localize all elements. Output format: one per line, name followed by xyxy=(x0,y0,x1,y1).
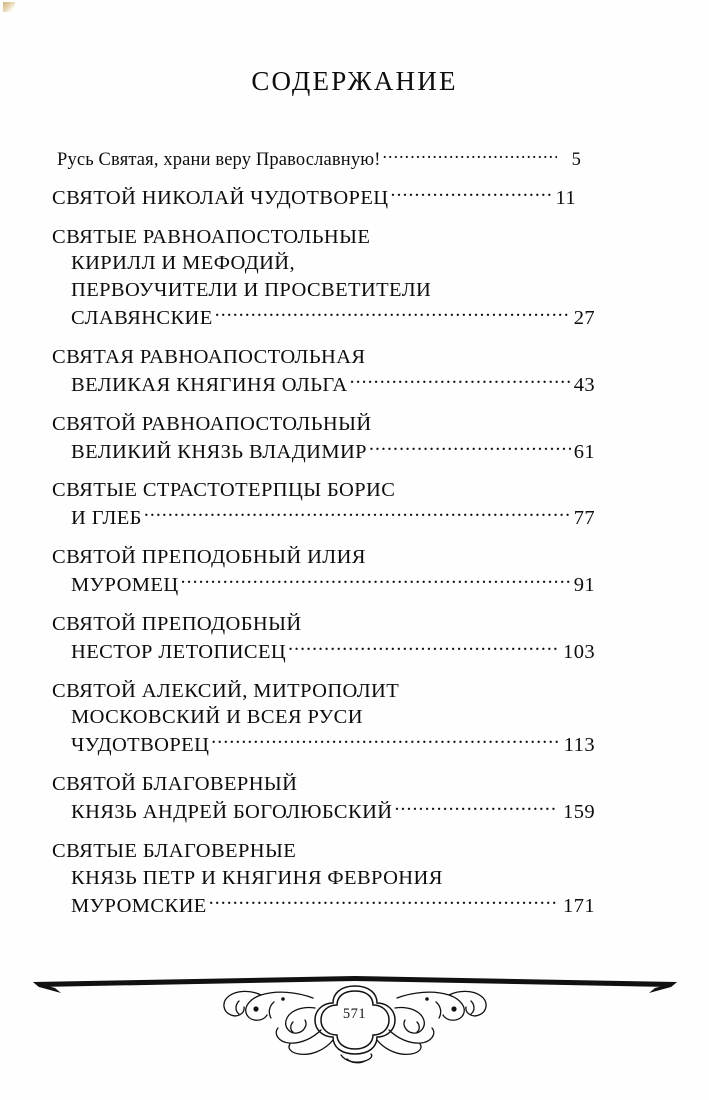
toc-page-number: 61 xyxy=(573,440,595,463)
dot-leader xyxy=(350,370,571,391)
toc-entry-title: ВЕЛИКАЯ КНЯГИНЯ ОЛЬГА xyxy=(71,373,348,396)
toc-entry-title: МУРОМЕЦ xyxy=(71,574,179,597)
toc-entry-title: СВЯТОЙ АЛЕКСИЙ, МИТРОПОЛИТ xyxy=(52,679,400,702)
toc-entry[interactable] xyxy=(52,224,595,332)
toc-entry-title: СВЯТОЙ ПРЕПОДОБНЫЙ ИЛИЯ xyxy=(52,546,366,569)
toc-entry-title: НЕСТОР ЛЕТОПИСЕЦ xyxy=(71,641,287,664)
toc-entry-line xyxy=(52,411,576,438)
dot-leader xyxy=(209,891,557,912)
toc-entry[interactable] xyxy=(52,146,581,172)
toc-entry-title: СВЯТОЙ НИКОЛАЙ ЧУДОТВОРЕЦ xyxy=(52,187,389,210)
toc-entry-line xyxy=(52,184,576,212)
toc-entry-line xyxy=(52,678,576,705)
toc-page-number: 91 xyxy=(573,574,595,597)
scan-artifact xyxy=(3,2,15,12)
dot-leader xyxy=(383,146,557,165)
toc-entry[interactable] xyxy=(52,838,595,919)
toc-entry-title: Русь Святая, храни веру Православную! xyxy=(57,149,381,170)
dot-leader xyxy=(369,437,571,458)
toc-entry-title: КНЯЗЬ ПЕТР И КНЯГИНЯ ФЕВРОНИЯ xyxy=(71,866,443,889)
toc-entry-line xyxy=(52,611,576,638)
toc-entry-title: КИРИЛЛ И МЕФОДИЙ, xyxy=(71,252,296,275)
toc-entry-line xyxy=(52,544,576,571)
toc-entry-line xyxy=(52,304,595,332)
folio-page-number: 571 xyxy=(342,1006,367,1022)
toc-entry[interactable] xyxy=(52,184,576,212)
dot-leader xyxy=(390,184,552,205)
toc-entry-line xyxy=(52,370,595,398)
toc-entry-title: КНЯЗЬ АНДРЕЙ БОГОЛЮБСКИЙ xyxy=(71,801,393,824)
toc-entry-line xyxy=(52,771,576,798)
toc-page-number: 27 xyxy=(573,307,595,330)
toc-entry-title: СВЯТОЙ РАВНОАПОСТОЛЬНЫЙ xyxy=(52,412,372,435)
toc-entry-title: СВЯТЫЕ РАВНОАПОСТОЛЬНЫЕ xyxy=(52,225,371,248)
toc-entry-line xyxy=(52,277,595,304)
dot-leader xyxy=(144,504,571,525)
toc-entry-line xyxy=(52,865,595,892)
toc-entry-line xyxy=(52,437,595,465)
toc-entry-line xyxy=(52,638,595,666)
page-title: СОДЕРЖАНИЕ xyxy=(251,66,458,97)
toc-entry-title: И ГЛЕБ xyxy=(71,507,142,530)
toc-entry-title: ВЕЛИКИЙ КНЯЗЬ ВЛАДИМИР xyxy=(71,440,367,463)
toc-entry-title: СВЯТЫЕ БЛАГОВЕРНЫЕ xyxy=(52,839,297,862)
toc-entry-title: СВЯТОЙ БЛАГОВЕРНЫЙ xyxy=(52,773,298,796)
toc-entry-title: МУРОМСКИЕ xyxy=(71,894,207,917)
toc-entry-title: СВЯТАЯ РАВНОАПОСТОЛЬНАЯ xyxy=(52,345,366,368)
table-of-contents-list xyxy=(52,146,595,931)
toc-page-number: 77 xyxy=(573,507,595,530)
toc-entry[interactable] xyxy=(52,544,595,599)
toc-page-number: 113 xyxy=(563,734,595,757)
toc-entry-line xyxy=(52,798,595,826)
toc-entry-line xyxy=(52,704,595,731)
toc-entry-line xyxy=(52,146,581,172)
toc-page-number: 171 xyxy=(563,894,595,917)
toc-page-number: 43 xyxy=(573,373,595,396)
toc-entry-title: ЧУДОТВОРЕЦ xyxy=(71,734,210,757)
toc-entry-title: СВЯТОЙ ПРЕПОДОБНЫЙ xyxy=(52,612,302,635)
toc-entry-line xyxy=(52,838,576,865)
toc-page-number: 103 xyxy=(563,641,595,664)
toc-entry-line xyxy=(52,731,595,759)
dot-leader xyxy=(211,731,558,752)
footer-ornament xyxy=(0,962,709,1072)
toc-entry-title: ПЕРВОУЧИТЕЛИ И ПРОСВЕТИТЕЛИ xyxy=(71,278,432,301)
toc-entry[interactable] xyxy=(52,477,595,532)
toc-entry-title: СВЯТЫЕ СТРАСТОТЕРПЦЫ БОРИС xyxy=(52,479,396,502)
toc-entry-line xyxy=(52,477,576,504)
dot-leader xyxy=(288,638,557,659)
toc-page-number: 5 xyxy=(571,149,581,170)
toc-entry-title: СЛАВЯНСКИЕ xyxy=(71,307,213,330)
toc-entry[interactable] xyxy=(52,611,595,666)
toc-entry-line xyxy=(52,250,595,277)
toc-entry-line xyxy=(52,571,595,599)
toc-entry-line xyxy=(52,891,595,919)
toc-entry[interactable] xyxy=(52,771,595,826)
toc-page-number: 11 xyxy=(555,187,576,210)
toc-entry[interactable] xyxy=(52,678,595,759)
toc-entry-line xyxy=(52,344,576,371)
dot-leader xyxy=(394,798,557,819)
toc-entry-line xyxy=(52,224,576,251)
toc-entry[interactable] xyxy=(52,344,595,399)
toc-page-number: 159 xyxy=(563,801,595,824)
toc-entry[interactable] xyxy=(52,411,595,466)
toc-entry-title: МОСКОВСКИЙ И ВСЕЯ РУСИ xyxy=(71,706,363,729)
dot-leader xyxy=(215,304,571,325)
toc-entry-line xyxy=(52,504,595,532)
dot-leader xyxy=(181,571,571,592)
